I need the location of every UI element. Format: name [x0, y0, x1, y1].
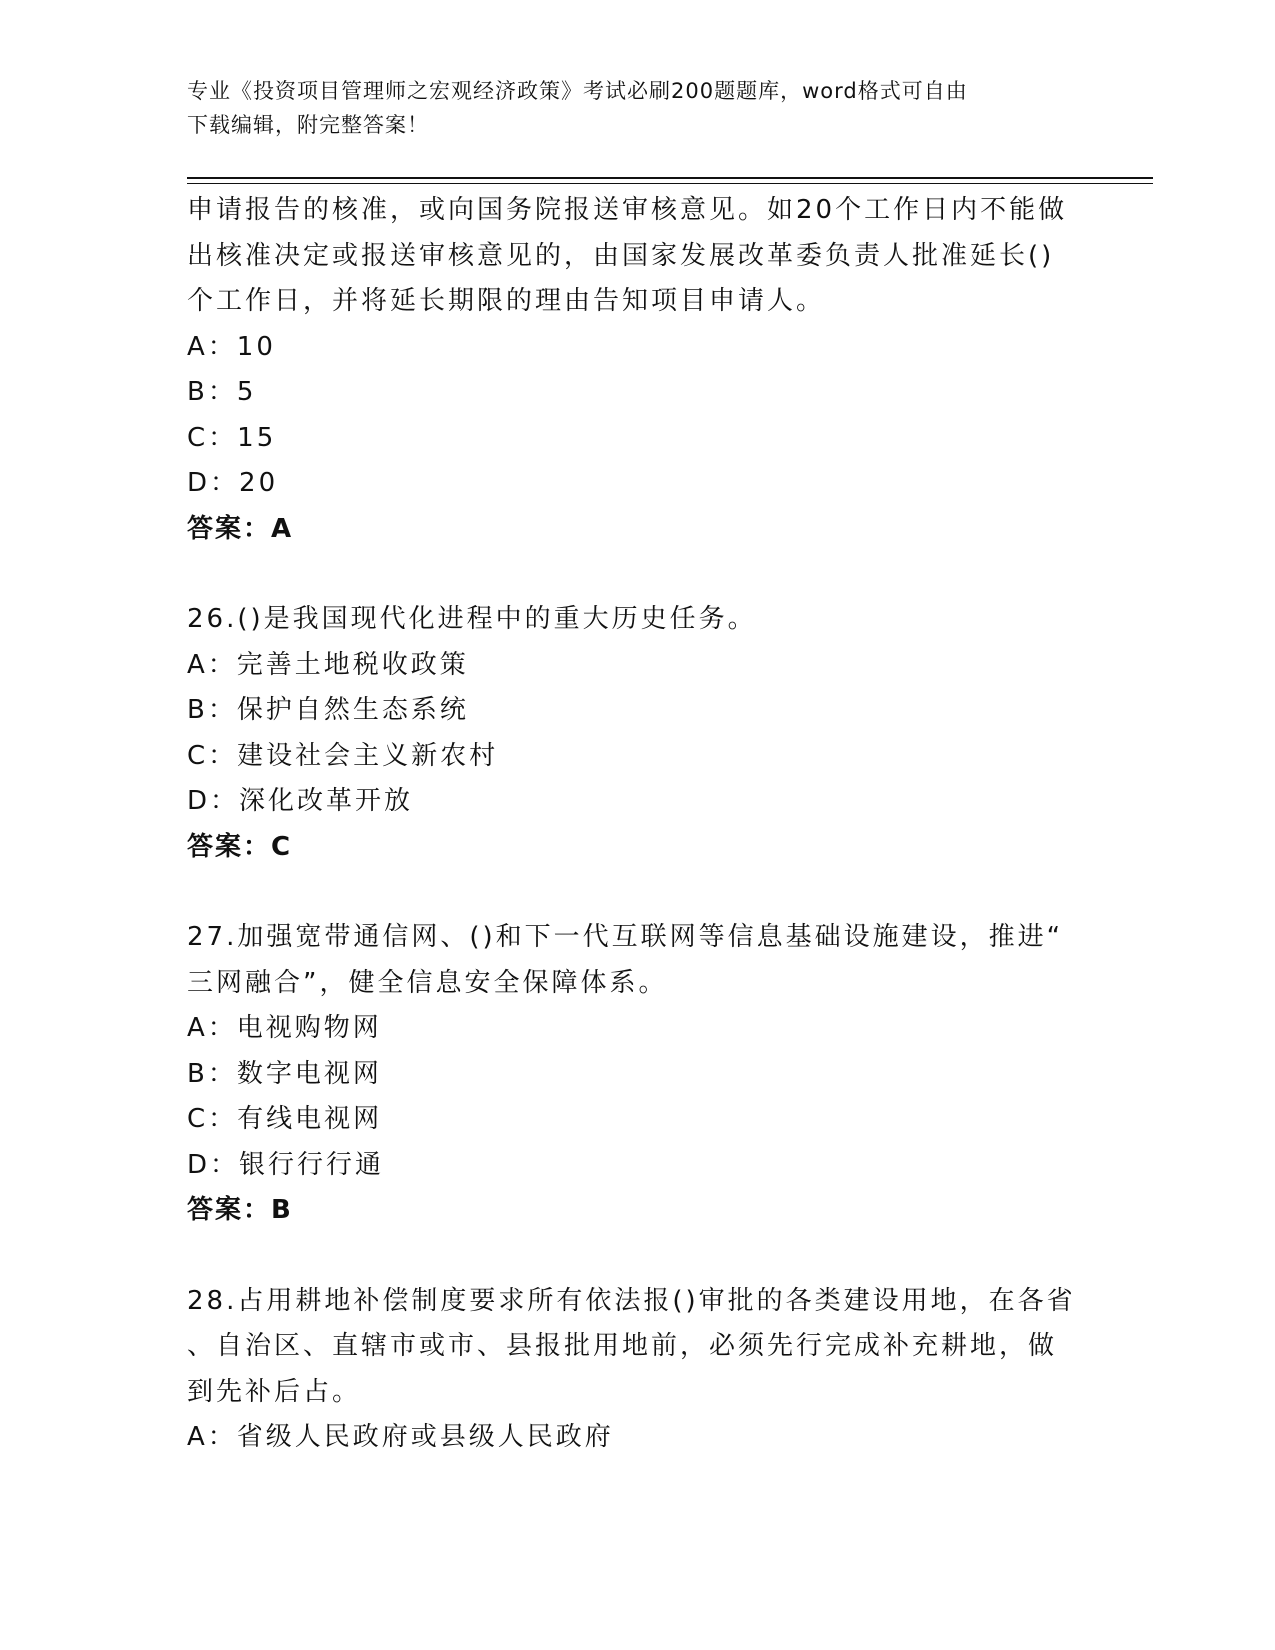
- question-27: [187, 915, 1087, 1234]
- answer: 答案：B: [187, 1195, 293, 1225]
- question-28: [187, 1279, 1087, 1461]
- spacer: [187, 552, 1087, 597]
- spacer: [187, 1234, 1087, 1279]
- question-text-line: 26.()是我国现代化进程中的重大历史任务。: [187, 604, 757, 634]
- question-text-line: 到先补后占。: [187, 1376, 362, 1407]
- option-b: B：数字电视网: [187, 1058, 382, 1089]
- question-26: [187, 597, 1087, 870]
- question-text-line: 申请报告的核准，或向国务院报送审核意见。如20个工作日内不能做: [187, 195, 1068, 225]
- answer: 答案：C: [187, 831, 293, 862]
- answer: 答案：A: [187, 513, 294, 544]
- option-d: D：20: [187, 468, 279, 498]
- document-header: [187, 74, 1087, 142]
- header-divider-thin: [187, 183, 1153, 184]
- option-a: A：完善土地税收政策: [187, 649, 469, 680]
- option-b: B：保护自然生态系统: [187, 695, 469, 725]
- header-line-2: 下载编辑，附完整答案！: [187, 113, 429, 137]
- question-content: [187, 188, 1087, 1461]
- option-a: A：省级人民政府或县级人民政府: [187, 1422, 614, 1452]
- option-b: B：5: [187, 377, 257, 407]
- header-line-1: 专业《投资项目管理师之宏观经济政策》考试必刷200题题库，word格式可自由: [187, 79, 968, 103]
- option-d: D：深化改革开放: [187, 786, 414, 816]
- question-25: [187, 188, 1087, 552]
- question-text-line: 、自治区、直辖市或市、县报批用地前，必须先行完成补充耕地，做: [187, 1331, 1058, 1361]
- question-text-line: 三网融合”，健全信息安全保障体系。: [187, 967, 668, 998]
- question-text-line: 27.加强宽带通信网、()和下一代互联网等信息基础设施建设，推进“: [187, 922, 1064, 952]
- question-text-line: 28.占用耕地补偿制度要求所有依法报()审批的各类建设用地，在各省: [187, 1285, 1076, 1316]
- option-d: D：银行行行通: [187, 1149, 385, 1180]
- question-text-line: 出核准决定或报送审核意见的，由国家发展改革委负责人批准延长(): [187, 240, 1055, 271]
- option-a: A：10: [187, 331, 276, 362]
- spacer: [187, 870, 1087, 915]
- question-text-line: 个工作日，并将延长期限的理由告知项目申请人。: [187, 286, 826, 316]
- option-a: A：电视购物网: [187, 1013, 382, 1043]
- header-divider-thick: [187, 177, 1153, 179]
- option-c: C：有线电视网: [187, 1104, 383, 1134]
- option-c: C：15: [187, 422, 277, 453]
- option-c: C：建设社会主义新农村: [187, 740, 499, 771]
